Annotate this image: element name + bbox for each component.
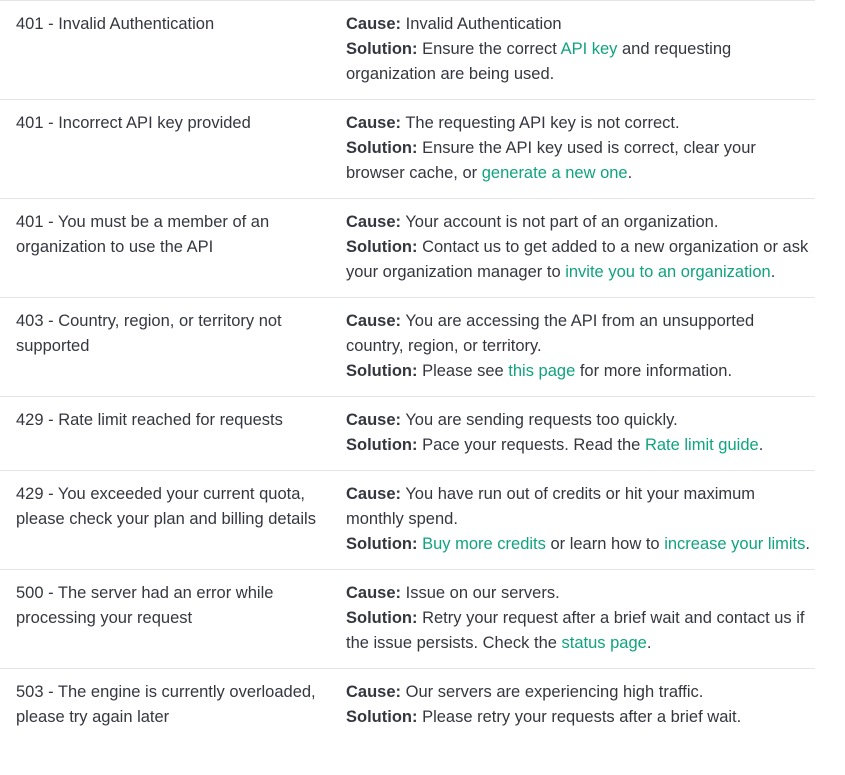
solution-line [346,359,811,384]
solution-text: Retry your request after a brief wait and contact us if the issue persists. Check the [346,609,805,652]
cause-label: Cause: [346,312,402,330]
cause-label: Cause: [346,683,402,701]
invite-to-organization-link[interactable]: invite you to an organization [565,263,771,281]
cause-text: The requesting API key is not correct. [401,114,680,132]
solution-text: Pace your requests. Read the [417,436,645,454]
api-key-link[interactable]: API key [560,40,618,58]
cause-text: Your account is not part of an organization. [401,213,719,231]
cause-line [346,309,811,359]
solution-line [346,136,811,186]
solution-text: . [805,535,810,553]
solution-text: and requesting organization are being used. [346,40,732,83]
error-code: 429 - Rate limit reached for requests [16,411,283,429]
cause-line [346,12,811,37]
error-code: 401 - You must be a member of an organization to use the API [16,213,270,256]
cause-text: You have run out of credits or hit your maximum monthly spend. [346,485,756,528]
error-description [346,680,815,730]
error-code: 403 - Country, region, or territory not supported [16,312,282,355]
error-code: 503 - The engine is currently overloaded, please try again later [16,683,316,726]
buy-more-credits-link[interactable]: Buy more credits [422,535,546,553]
error-code: 500 - The server had an error while processing your request [16,584,274,627]
status-page-link[interactable]: status page [561,634,647,652]
solution-label: Solution: [346,609,418,627]
cause-line [346,408,811,433]
error-row-7 [0,668,815,742]
error-row-1 [0,99,815,198]
error-row-4 [0,396,815,470]
solution-label: Solution: [346,708,418,726]
cause-text: Invalid Authentication [401,15,562,33]
solution-label: Solution: [346,238,418,256]
error-description [346,309,815,384]
cause-label: Cause: [346,411,402,429]
rate-limit-guide-link[interactable]: Rate limit guide [644,436,759,454]
error-row-5 [0,470,815,569]
error-row-3 [0,297,815,396]
solution-line [346,433,811,458]
solution-text: for more information. [575,362,733,380]
increase-limits-link[interactable]: increase your limits [664,535,806,553]
solution-text: Please retry your requests after a brief wait. [417,708,742,726]
cause-label: Cause: [346,15,402,33]
solution-line [346,37,811,87]
cause-line [346,210,811,235]
error-description [346,408,815,458]
solution-line [346,532,811,557]
solution-text: or learn how to [545,535,665,553]
cause-label: Cause: [346,485,402,503]
solution-text: Please see [417,362,509,380]
solution-label: Solution: [346,40,418,58]
this-page-link[interactable]: this page [508,362,576,380]
solution-line [346,705,811,730]
cause-text: Issue on our servers. [401,584,560,602]
cause-text: Our servers are experiencing high traffic. [401,683,704,701]
error-code: 401 - Incorrect API key provided [16,114,251,132]
solution-text: . [770,263,776,281]
solution-label: Solution: [346,535,418,553]
cause-label: Cause: [346,213,402,231]
cause-text: You are sending requests too quickly. [401,411,678,429]
error-row-6 [0,569,815,668]
cause-line [346,581,811,606]
error-code: 401 - Invalid Authentication [16,15,215,33]
solution-label: Solution: [346,362,418,380]
cause-label: Cause: [346,584,402,602]
generate-new-key-link[interactable]: generate a new one [481,164,628,182]
solution-text: Contact us to get added to a new organization or ask your organization manager to [346,238,809,281]
error-description [346,12,815,87]
solution-line [346,606,811,656]
error-description [346,210,815,285]
solution-label: Solution: [346,436,418,454]
error-row-2 [0,198,815,297]
solution-line [346,235,811,285]
error-description [346,482,815,557]
error-code: 429 - You exceeded your current quota, please check your plan and billing details [16,485,316,528]
cause-line [346,482,811,532]
error-row-0 [0,0,815,99]
solution-text: Ensure the correct [417,40,561,58]
solution-text: . [627,164,633,182]
cause-label: Cause: [346,114,402,132]
error-description [346,111,815,186]
cause-text: You are accessing the API from an unsupported country, region, or territory. [346,312,755,355]
cause-line [346,111,811,136]
error-description [346,581,815,656]
solution-text: Ensure the API key used is correct, clear your browser cache, or [346,139,756,182]
solution-text: . [646,634,652,652]
solution-label: Solution: [346,139,418,157]
cause-line [346,680,811,705]
solution-text: . [758,436,764,454]
